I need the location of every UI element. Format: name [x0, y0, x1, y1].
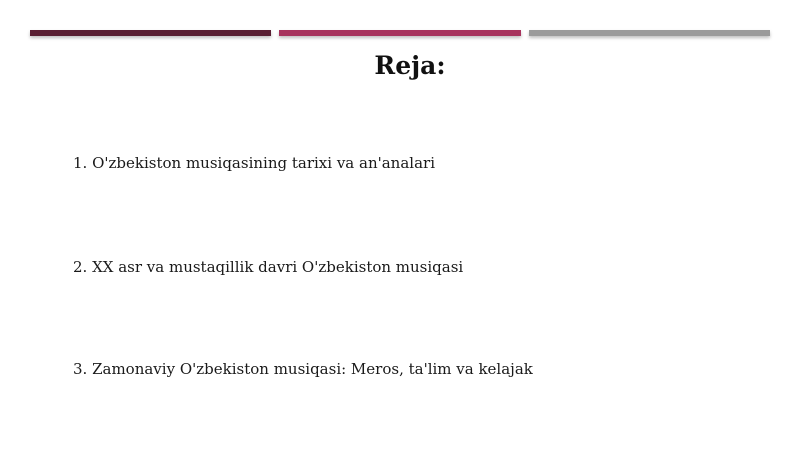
accent-bar-dark	[30, 30, 271, 36]
plan-item-2: 2. XX asr va mustaqillik davri O'zbekiston musiqasi	[73, 258, 464, 276]
accent-bar-magenta	[279, 30, 521, 36]
plan-item-1: 1. O'zbekiston musiqasining tarixi va an'analari	[73, 154, 435, 172]
slide-title: Reja:	[374, 51, 446, 80]
plan-item-3: 3. Zamonaviy O'zbekiston musiqasi: Meros, ta'lim va kelajak	[73, 360, 533, 378]
accent-bar-gray	[529, 30, 770, 36]
